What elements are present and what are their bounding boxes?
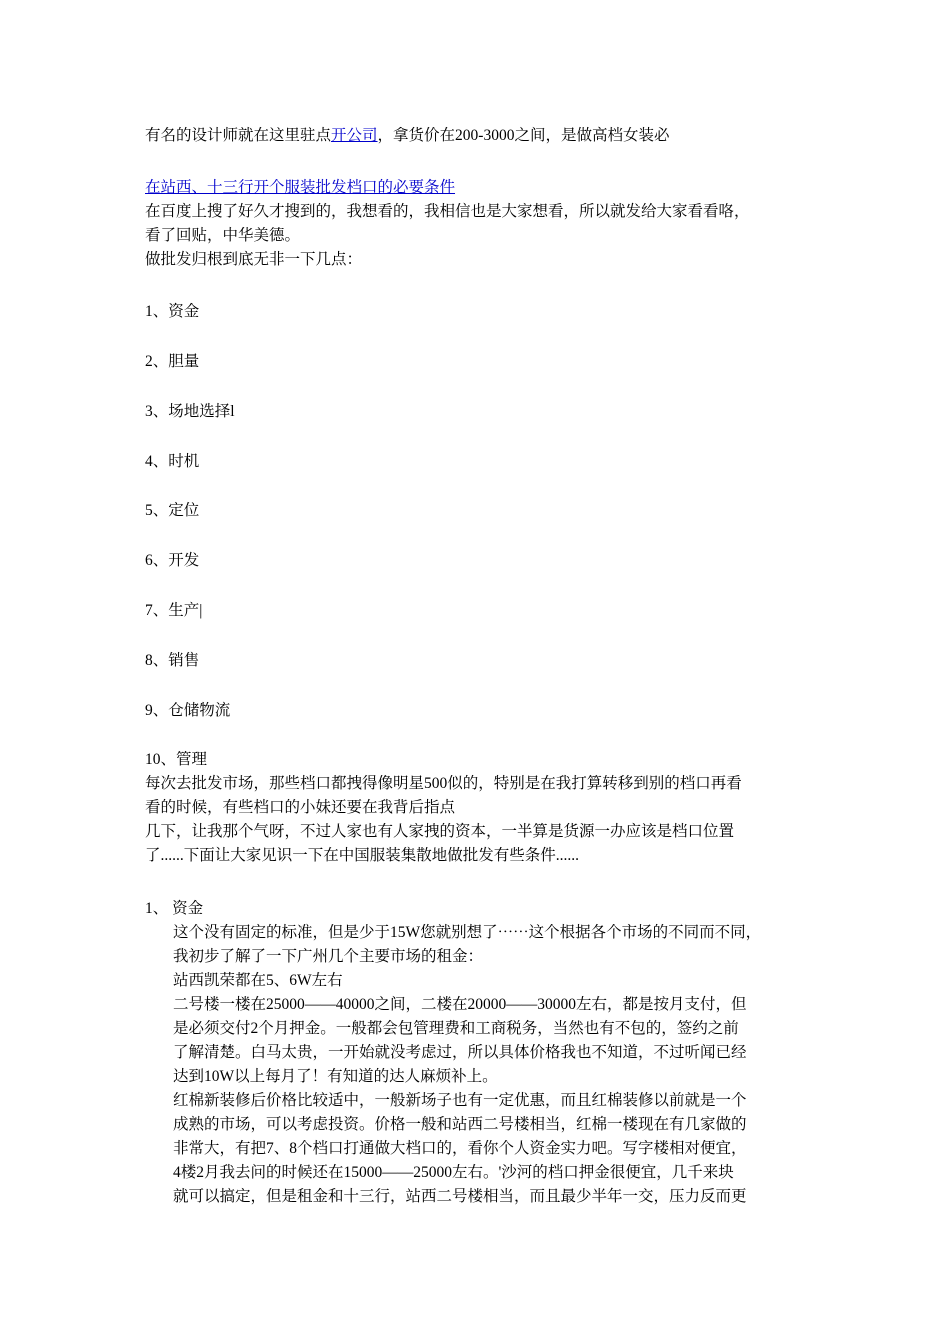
section-line-10: 非常大，有把7、8个档口打通做大档口的，看你个人资金实力吧。写字楼相对便宜，: [173, 1140, 747, 1157]
point-item-3: 3、场地选择l: [145, 403, 235, 420]
point-item-9: 9、仓储物流: [145, 702, 231, 719]
point-item-6: 6、开发: [145, 552, 200, 569]
intro-text-before: 有名的设计师就在这里驻点: [145, 127, 332, 144]
lead-line-1: 在百度上搜了好久才搜到的，我想看的，我相信也是大家想看，所以就发给大家看看咯，: [145, 203, 750, 220]
section-line-8: 红棉新装修后价格比较适中，一般新场子也有一定优惠，而且红棉装修以前就是一个: [173, 1092, 747, 1109]
article-header-block: [145, 176, 825, 272]
point-item-1: 1、资金: [145, 303, 200, 320]
section-line-2: 我初步了解了一下广州几个主要市场的租金：: [173, 948, 484, 965]
point-item-10: 10、管理: [145, 751, 208, 768]
section-line-11: 4楼2月我去问的时候还在15000——25000左右。'沙河的档口押金很便宜，几千来块: [173, 1164, 734, 1181]
point-item-2: 2、胆量: [145, 353, 200, 370]
body-line-2: 看的时候，有些档口的小妹还要在我背后指点: [145, 799, 456, 816]
body-line-1: 每次去批发市场，那些档口都拽得像明星500似的，特别是在我打算转移到别的档口再看: [145, 775, 742, 792]
section-line-12: 就可以搞定，但是租金和十三行，站西二号楼相当，而且最少半年一交，压力反而更: [173, 1188, 747, 1205]
intro-line: [145, 124, 669, 148]
intro-text-after: ，拿货价在200-3000之间，是做高档女装必: [377, 127, 670, 144]
section-line-9: 成熟的市场，可以考虑投资。价格一般和站西二号楼相当，红棉一楼现在有几家做的: [173, 1116, 747, 1133]
point-item-5: 5、定位: [145, 502, 200, 519]
point-item-7: 7、生产|: [145, 602, 203, 619]
section-line-6: 了解清楚。白马太贵，一开始就没考虑过，所以具体价格我也不知道，不过听闻已经: [173, 1044, 747, 1061]
body-line-4: 了......下面让大家见识一下在中国服装集散地做批发有些条件......: [145, 847, 580, 864]
section-funds: [145, 897, 825, 1209]
section-line-3: 站西凯荣都在5、6W左右: [173, 972, 343, 989]
body-line-3: 几下，让我那个气呀，不过人家也有人家拽的资本，一半算是货源一办应该是档口位置: [145, 823, 735, 840]
point-item-4: 4、时机: [145, 453, 200, 470]
section-line-5: 是必须交付2个月押金。一般都会包管理费和工商税务，当然也有不包的，签约之前: [173, 1020, 739, 1037]
section-line-7: 达到10W以上每月了！有知道的达人麻烦补上。: [173, 1068, 498, 1085]
lead-line-3: 做批发归根到底无非一下几点：: [145, 251, 363, 268]
section-line-1: 这个没有固定的标准，但是少于15W您就别想了⋯⋯这个根据各个市场的不同而不同，: [173, 924, 762, 941]
article-title-link[interactable]: 在站西、十三行开个服装批发档口的必要条件: [145, 179, 456, 196]
section-heading: 1、 资金: [145, 900, 204, 917]
open-company-link[interactable]: 开公司: [331, 127, 378, 144]
section-line-4: 二号楼一楼在25000——40000之间，二楼在20000——30000左右，都是按月支付，但: [173, 996, 747, 1013]
lead-line-2: 看了回贴，中华美德。: [145, 227, 301, 244]
point-item-8: 8、销售: [145, 652, 200, 669]
points-followup-block: [145, 748, 825, 868]
